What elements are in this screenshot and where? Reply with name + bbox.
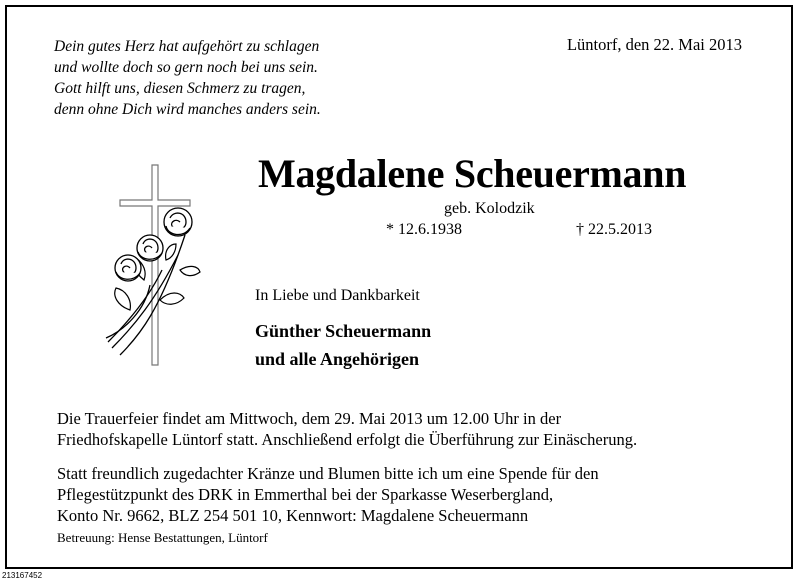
donation-info [57,463,599,526]
place-and-date: Lüntorf, den 22. Mai 2013 [566,35,742,54]
mourner-line: und alle Angehörigen [255,349,420,369]
memorial-poem [54,36,321,120]
death-date: † 22.5.2013 [576,221,652,238]
poem-line: und wollte doch so gern noch bei uns sein. [54,59,318,76]
cross-with-roses-icon [100,160,210,370]
mourner-line: Günther Scheuermann [255,321,432,341]
donation-line: Pflegestützpunkt des DRK in Emmerthal bei der Sparkasse Weserbergland, [57,485,554,504]
birth-name: geb. Kolodzik [444,200,535,217]
poem-line: Dein gutes Herz hat aufgehört zu schlagen [54,38,320,55]
mourners-intro: In Liebe und Dankbarkeit [255,287,420,304]
mourners-names [255,317,431,373]
service-info [57,408,637,450]
service-line: Friedhofskapelle Lüntorf statt. Anschließend erfolgt die Überführung zur Einäscherung. [57,430,638,449]
donation-line: Statt freundlich zugedachter Kränze und Blumen bitte ich um eine Spende für den [57,464,599,483]
reference-id: 213167452 [2,571,43,580]
service-line: Die Trauerfeier findet am Mittwoch, dem 29. Mai 2013 um 12.00 Uhr in der [57,409,562,428]
funeral-home-credit: Betreuung: Hense Bestattungen, Lüntorf [57,530,268,545]
deceased-name: Magdalene Scheuermann [258,151,687,196]
birth-date: * 12.6.1938 [386,221,462,238]
donation-line: Konto Nr. 9662, BLZ 254 501 10, Kennwort: Magdalene Scheuermann [57,506,529,525]
poem-line: Gott hilft uns, diesen Schmerz zu tragen, [54,80,306,97]
poem-line: denn ohne Dich wird manches anders sein. [54,101,321,118]
